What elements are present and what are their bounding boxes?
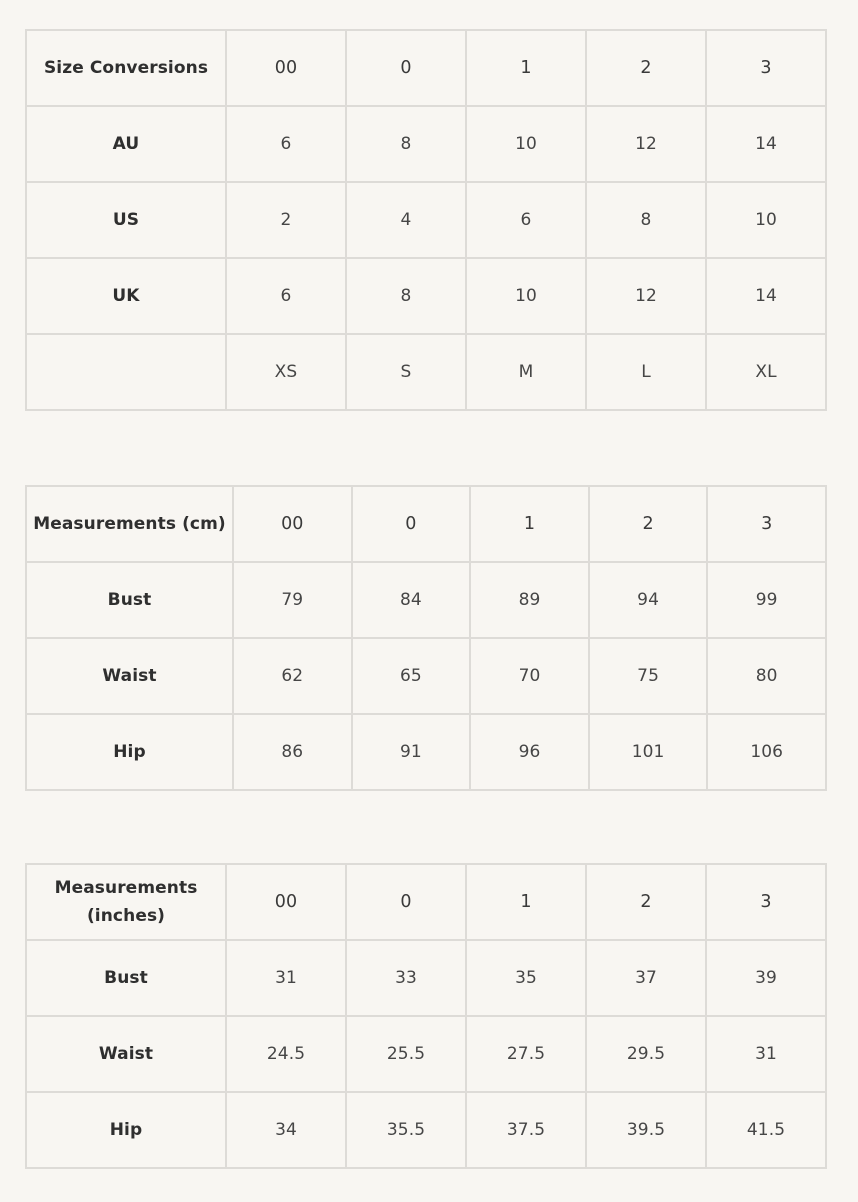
size-header: 0 (346, 30, 466, 106)
row-label: Hip (26, 1092, 226, 1168)
table-cell: 99 (707, 562, 826, 638)
size-header: 3 (706, 864, 826, 940)
table-cell: 37.5 (466, 1092, 586, 1168)
table-row-hip (26, 714, 826, 790)
table-cell: 37 (586, 940, 706, 1016)
table-row-waist (26, 1016, 826, 1092)
size-header: 1 (470, 486, 589, 562)
size-header: 3 (707, 486, 826, 562)
table-row-letter-sizes (26, 334, 826, 410)
table-cell: 75 (589, 638, 708, 714)
table-cell: 14 (706, 106, 826, 182)
table-cell: 94 (589, 562, 708, 638)
size-header: 00 (226, 30, 346, 106)
table-cell: 80 (707, 638, 826, 714)
row-label: Hip (26, 714, 233, 790)
size-header: 3 (706, 30, 826, 106)
size-header: 2 (589, 486, 708, 562)
table-cell: 86 (233, 714, 352, 790)
table-cell: 31 (706, 1016, 826, 1092)
table-cell: 10 (706, 182, 826, 258)
table-cell: 14 (706, 258, 826, 334)
table-row-au (26, 106, 826, 182)
table-cell: XL (706, 334, 826, 410)
table-cell: 89 (470, 562, 589, 638)
size-header: 00 (233, 486, 352, 562)
table-title: Size Conversions (26, 30, 226, 106)
table-cell: 6 (226, 106, 346, 182)
table-cell: 24.5 (226, 1016, 346, 1092)
size-header: 1 (466, 864, 586, 940)
table-cell: 8 (586, 182, 706, 258)
table-cell: 34 (226, 1092, 346, 1168)
table-header-row (26, 30, 826, 106)
row-label: Waist (26, 638, 233, 714)
size-conversions-table (25, 29, 827, 411)
table-cell: 29.5 (586, 1016, 706, 1092)
size-header: 00 (226, 864, 346, 940)
table-cell: 39.5 (586, 1092, 706, 1168)
table-cell: 65 (352, 638, 471, 714)
size-header: 2 (586, 30, 706, 106)
size-header: 2 (586, 864, 706, 940)
table-cell: 35.5 (346, 1092, 466, 1168)
measurements-cm-table (25, 485, 827, 791)
table-cell: 8 (346, 258, 466, 334)
table-cell: 12 (586, 106, 706, 182)
table-cell: 27.5 (466, 1016, 586, 1092)
table-cell: 6 (466, 182, 586, 258)
table-cell: 70 (470, 638, 589, 714)
table-cell: 2 (226, 182, 346, 258)
table-cell: M (466, 334, 586, 410)
table-row-waist (26, 638, 826, 714)
table-cell: 10 (466, 258, 586, 334)
table-row-us (26, 182, 826, 258)
table-header-row (26, 486, 826, 562)
table-cell: 101 (589, 714, 708, 790)
table-row-bust (26, 940, 826, 1016)
table-cell: 91 (352, 714, 471, 790)
row-label: UK (26, 258, 226, 334)
row-label: Waist (26, 1016, 226, 1092)
table-cell: S (346, 334, 466, 410)
table-row-hip (26, 1092, 826, 1168)
table-cell: 10 (466, 106, 586, 182)
row-label: Bust (26, 940, 226, 1016)
table-cell: 79 (233, 562, 352, 638)
size-header: 1 (466, 30, 586, 106)
table-title: Measurements (inches) (26, 864, 226, 940)
table-cell: XS (226, 334, 346, 410)
table-title: Measurements (cm) (26, 486, 233, 562)
measurements-inches-table (25, 863, 827, 1169)
table-cell: 6 (226, 258, 346, 334)
table-cell: 35 (466, 940, 586, 1016)
table-cell: 4 (346, 182, 466, 258)
table-cell: 96 (470, 714, 589, 790)
table-cell: 25.5 (346, 1016, 466, 1092)
table-cell: 106 (707, 714, 826, 790)
row-label (26, 334, 226, 410)
size-header: 0 (346, 864, 466, 940)
table-row-uk (26, 258, 826, 334)
table-cell: L (586, 334, 706, 410)
row-label: US (26, 182, 226, 258)
table-cell: 31 (226, 940, 346, 1016)
row-label: AU (26, 106, 226, 182)
table-cell: 39 (706, 940, 826, 1016)
table-cell: 41.5 (706, 1092, 826, 1168)
row-label: Bust (26, 562, 233, 638)
table-cell: 33 (346, 940, 466, 1016)
table-cell: 84 (352, 562, 471, 638)
size-header: 0 (352, 486, 471, 562)
table-cell: 8 (346, 106, 466, 182)
table-cell: 62 (233, 638, 352, 714)
table-cell: 12 (586, 258, 706, 334)
table-header-row (26, 864, 826, 940)
table-row-bust (26, 562, 826, 638)
